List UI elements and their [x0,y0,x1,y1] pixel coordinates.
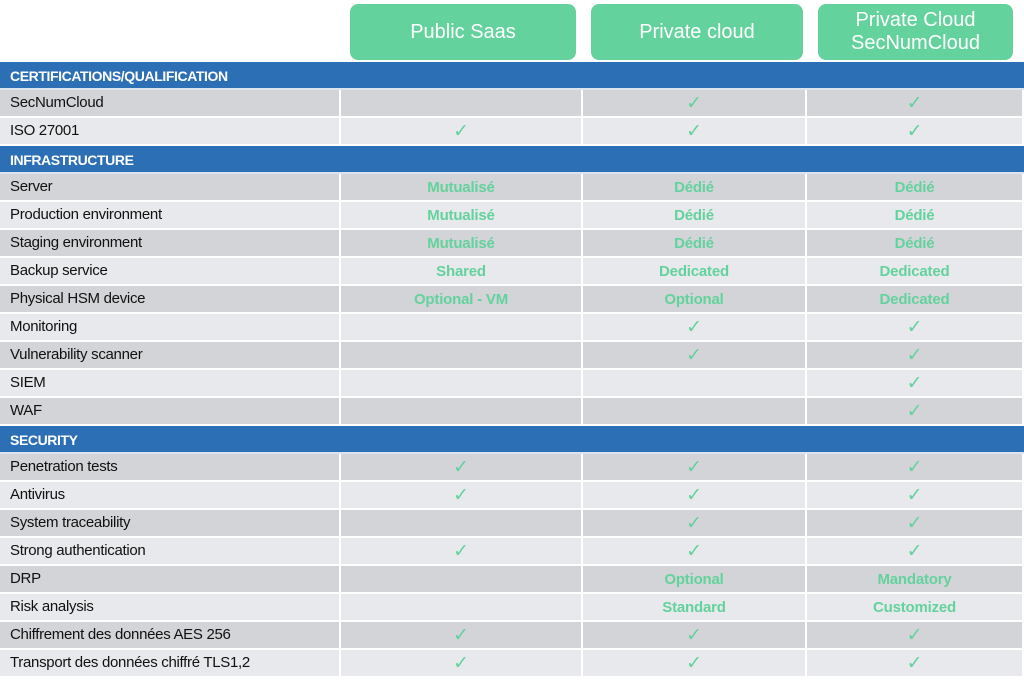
cell-value: Optional [583,286,807,314]
row-label: Server [0,174,341,202]
section-header: SECURITY [0,426,1024,454]
cell-value [341,90,583,118]
table-row [0,622,1024,650]
row-label: Transport des données chiffré TLS1,2 [0,650,341,678]
cell-value: Dédié [807,202,1024,230]
cell-value [341,398,583,426]
row-label: Production environment [0,202,341,230]
check-icon: ✓ [583,454,807,482]
table-row [0,650,1024,678]
row-label: Monitoring [0,314,341,342]
table-row [0,342,1024,370]
table-row [0,482,1024,510]
table-row [0,566,1024,594]
check-icon: ✓ [807,510,1024,538]
cell-value [583,370,807,398]
row-label: Strong authentication [0,538,341,566]
cell-value: Mutualisé [341,174,583,202]
cell-value [341,370,583,398]
row-label: Antivirus [0,482,341,510]
check-icon: ✓ [807,398,1024,426]
check-icon: ✓ [583,342,807,370]
row-label: Backup service [0,258,341,286]
cell-value [341,314,583,342]
check-icon: ✓ [583,90,807,118]
table-row [0,510,1024,538]
cell-value [341,342,583,370]
table-row [0,90,1024,118]
check-icon: ✓ [583,538,807,566]
check-icon: ✓ [583,622,807,650]
row-label: Physical HSM device [0,286,341,314]
table-row [0,594,1024,622]
cell-value: Dédié [583,174,807,202]
cell-value [341,510,583,538]
row-label: WAF [0,398,341,426]
table-row [0,454,1024,482]
cell-value: Mutualisé [341,202,583,230]
cell-value: Dédié [807,230,1024,258]
check-icon: ✓ [341,650,583,678]
table-row [0,174,1024,202]
cell-value: Dedicated [807,286,1024,314]
plan-public-saas [350,4,576,60]
check-icon: ✓ [583,650,807,678]
section-header: CERTIFICATIONS/QUALIFICATION [0,62,1024,90]
check-icon: ✓ [807,622,1024,650]
table-row [0,398,1024,426]
cell-value: Dédié [807,174,1024,202]
cell-value: Shared [341,258,583,286]
row-label: Chiffrement des données AES 256 [0,622,341,650]
check-icon: ✓ [583,510,807,538]
cell-value [341,594,583,622]
check-icon: ✓ [807,482,1024,510]
check-icon: ✓ [583,314,807,342]
cell-value: Optional [583,566,807,594]
cell-value: Standard [583,594,807,622]
check-icon: ✓ [341,118,583,146]
table-row [0,538,1024,566]
plan-name: Private cloud [639,20,755,43]
row-label: System traceability [0,510,341,538]
table-row [0,286,1024,314]
row-label: SIEM [0,370,341,398]
check-icon: ✓ [341,454,583,482]
plan-header [0,0,1024,62]
check-icon: ✓ [807,538,1024,566]
plan-private-cloud [591,4,803,60]
cell-value: Customized [807,594,1024,622]
row-label: DRP [0,566,341,594]
plan-name: Private Cloud SecNumCloud [851,9,980,54]
comparison-table [0,62,1024,678]
cell-value [341,566,583,594]
row-label: Vulnerability scanner [0,342,341,370]
cell-value: Dédié [583,202,807,230]
cell-value: Optional - VM [341,286,583,314]
plan-private-cloud-secnumcloud [818,4,1013,60]
table-row [0,314,1024,342]
row-label: SecNumCloud [0,90,341,118]
check-icon: ✓ [583,482,807,510]
check-icon: ✓ [807,118,1024,146]
row-label: Staging environment [0,230,341,258]
cell-value: Dedicated [807,258,1024,286]
row-label: Risk analysis [0,594,341,622]
plan-name: Public Saas [410,20,516,43]
table-row [0,258,1024,286]
check-icon: ✓ [807,370,1024,398]
cell-value: Mutualisé [341,230,583,258]
check-icon: ✓ [341,538,583,566]
check-icon: ✓ [807,454,1024,482]
table-row [0,202,1024,230]
check-icon: ✓ [807,342,1024,370]
check-icon: ✓ [583,118,807,146]
row-label: Penetration tests [0,454,341,482]
row-label: ISO 27001 [0,118,341,146]
check-icon: ✓ [807,650,1024,678]
check-icon: ✓ [341,482,583,510]
cell-value: Mandatory [807,566,1024,594]
check-icon: ✓ [807,314,1024,342]
cell-value: Dédié [583,230,807,258]
table-row [0,370,1024,398]
cell-value: Dedicated [583,258,807,286]
cell-value [583,398,807,426]
check-icon: ✓ [341,622,583,650]
table-row [0,230,1024,258]
check-icon: ✓ [807,90,1024,118]
table-row [0,118,1024,146]
section-header: INFRASTRUCTURE [0,146,1024,174]
